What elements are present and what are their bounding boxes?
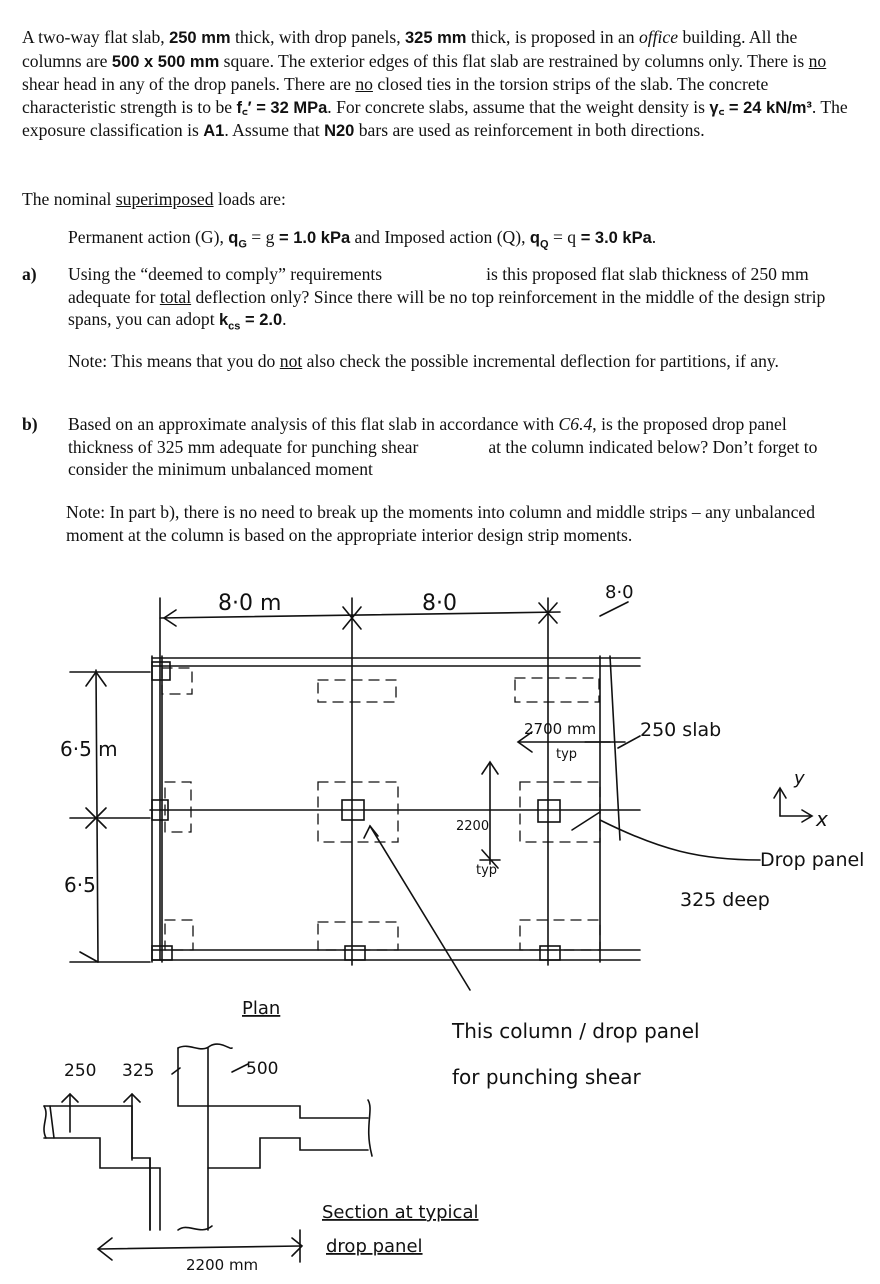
height-1-label: 6·5 m [60, 737, 118, 761]
part-a-label: a) [22, 264, 37, 284]
intro-paragraph: A two-way flat slab, 250 mm thick, with drop panels, 325 mm thick, is proposed in an office building. All the columns are 500 x 500 mm square. The exterior edges of this flat slab are restrained by columns only. There is no shear head in any of the drop panels. There are no closed ties in the torsion strips of the slab. The concrete characteristic strength is to be f꜀′ = 32 MPa. For concrete slabs, assume that the weight density is γ꜀ = 24 kN/m³. The exposure classification is A1. Assume that N20 bars are used as reinforcement in both directions. [22, 27, 848, 141]
flat-slab-sketch [0, 560, 880, 1284]
drop-width-label: 2700 mm [524, 720, 597, 738]
drop-panels [162, 668, 600, 950]
part-b-label: b) [22, 414, 38, 434]
typ-label-1: typ [556, 747, 578, 762]
span-2-label: 8·0 [422, 591, 457, 616]
height-dimension-line [70, 670, 150, 962]
slab-note: 250 slab [640, 719, 722, 741]
part-b-note: Note: In part b), there is no need to break up the moments into column and middle strips – any unbalanced moment at the column is based on the appropriate interior design strip moments. [66, 502, 816, 545]
typ-label-2: typ [476, 863, 498, 878]
part-b-text: Based on an approximate analysis of this flat slab in accordance with C6.4, is the proposed drop panel thickness of 325 mm adequate for punching shear at the column indicated below? Don’t forget to consider the minimum unbalanced moment [68, 414, 818, 480]
drop-note-line-1: Drop panel [760, 849, 865, 871]
drop-height-label: 2200 [456, 819, 490, 834]
plan-label: Plan [242, 998, 281, 1019]
column-note-line-1: This column / drop panel [452, 1019, 700, 1043]
height-2-label: 6·5 [64, 873, 96, 897]
section-title-line-2: drop panel [326, 1236, 423, 1257]
columns [152, 662, 560, 960]
axes-icon [774, 788, 812, 822]
span-3-label: 8·0 [605, 582, 634, 603]
axis-x-label: x [816, 807, 828, 831]
section-column-width: 500 [246, 1059, 279, 1079]
section-thickness-250: 250 [64, 1061, 97, 1081]
drop-note-line-2: 325 deep [680, 889, 770, 911]
column-leader [364, 826, 470, 990]
section-thickness-325: 325 [122, 1061, 155, 1081]
section-title-line-1: Section at typical [322, 1202, 479, 1223]
span-1-label: 8·0 m [218, 591, 282, 616]
section-drop-width: 2200 mm [186, 1256, 259, 1274]
loads-line: Permanent action (G), $q_G = g = 1.0$ kPa and Imposed action (Q), $q_Q = q = 3.0$ kPa. [68, 227, 657, 251]
part-a-text: Using the “deemed to comply” requirements is this proposed flat slab thickness of 250 mm adequate for total deflection only? Since there will be no top reinforcement in the middle of the design strip spans, you can adopt $k_{cs} = 2.0$. [68, 264, 826, 333]
drop-panel-leader [600, 820, 760, 860]
axis-y-label: y [794, 768, 805, 789]
loads-heading: The nominal superimposed loads are: [22, 189, 286, 209]
part-a-note: Note: This means that you do not also check the possible incremental deflection for partitions, if any. [68, 351, 779, 371]
column-note-line-2: for punching shear [452, 1065, 641, 1089]
